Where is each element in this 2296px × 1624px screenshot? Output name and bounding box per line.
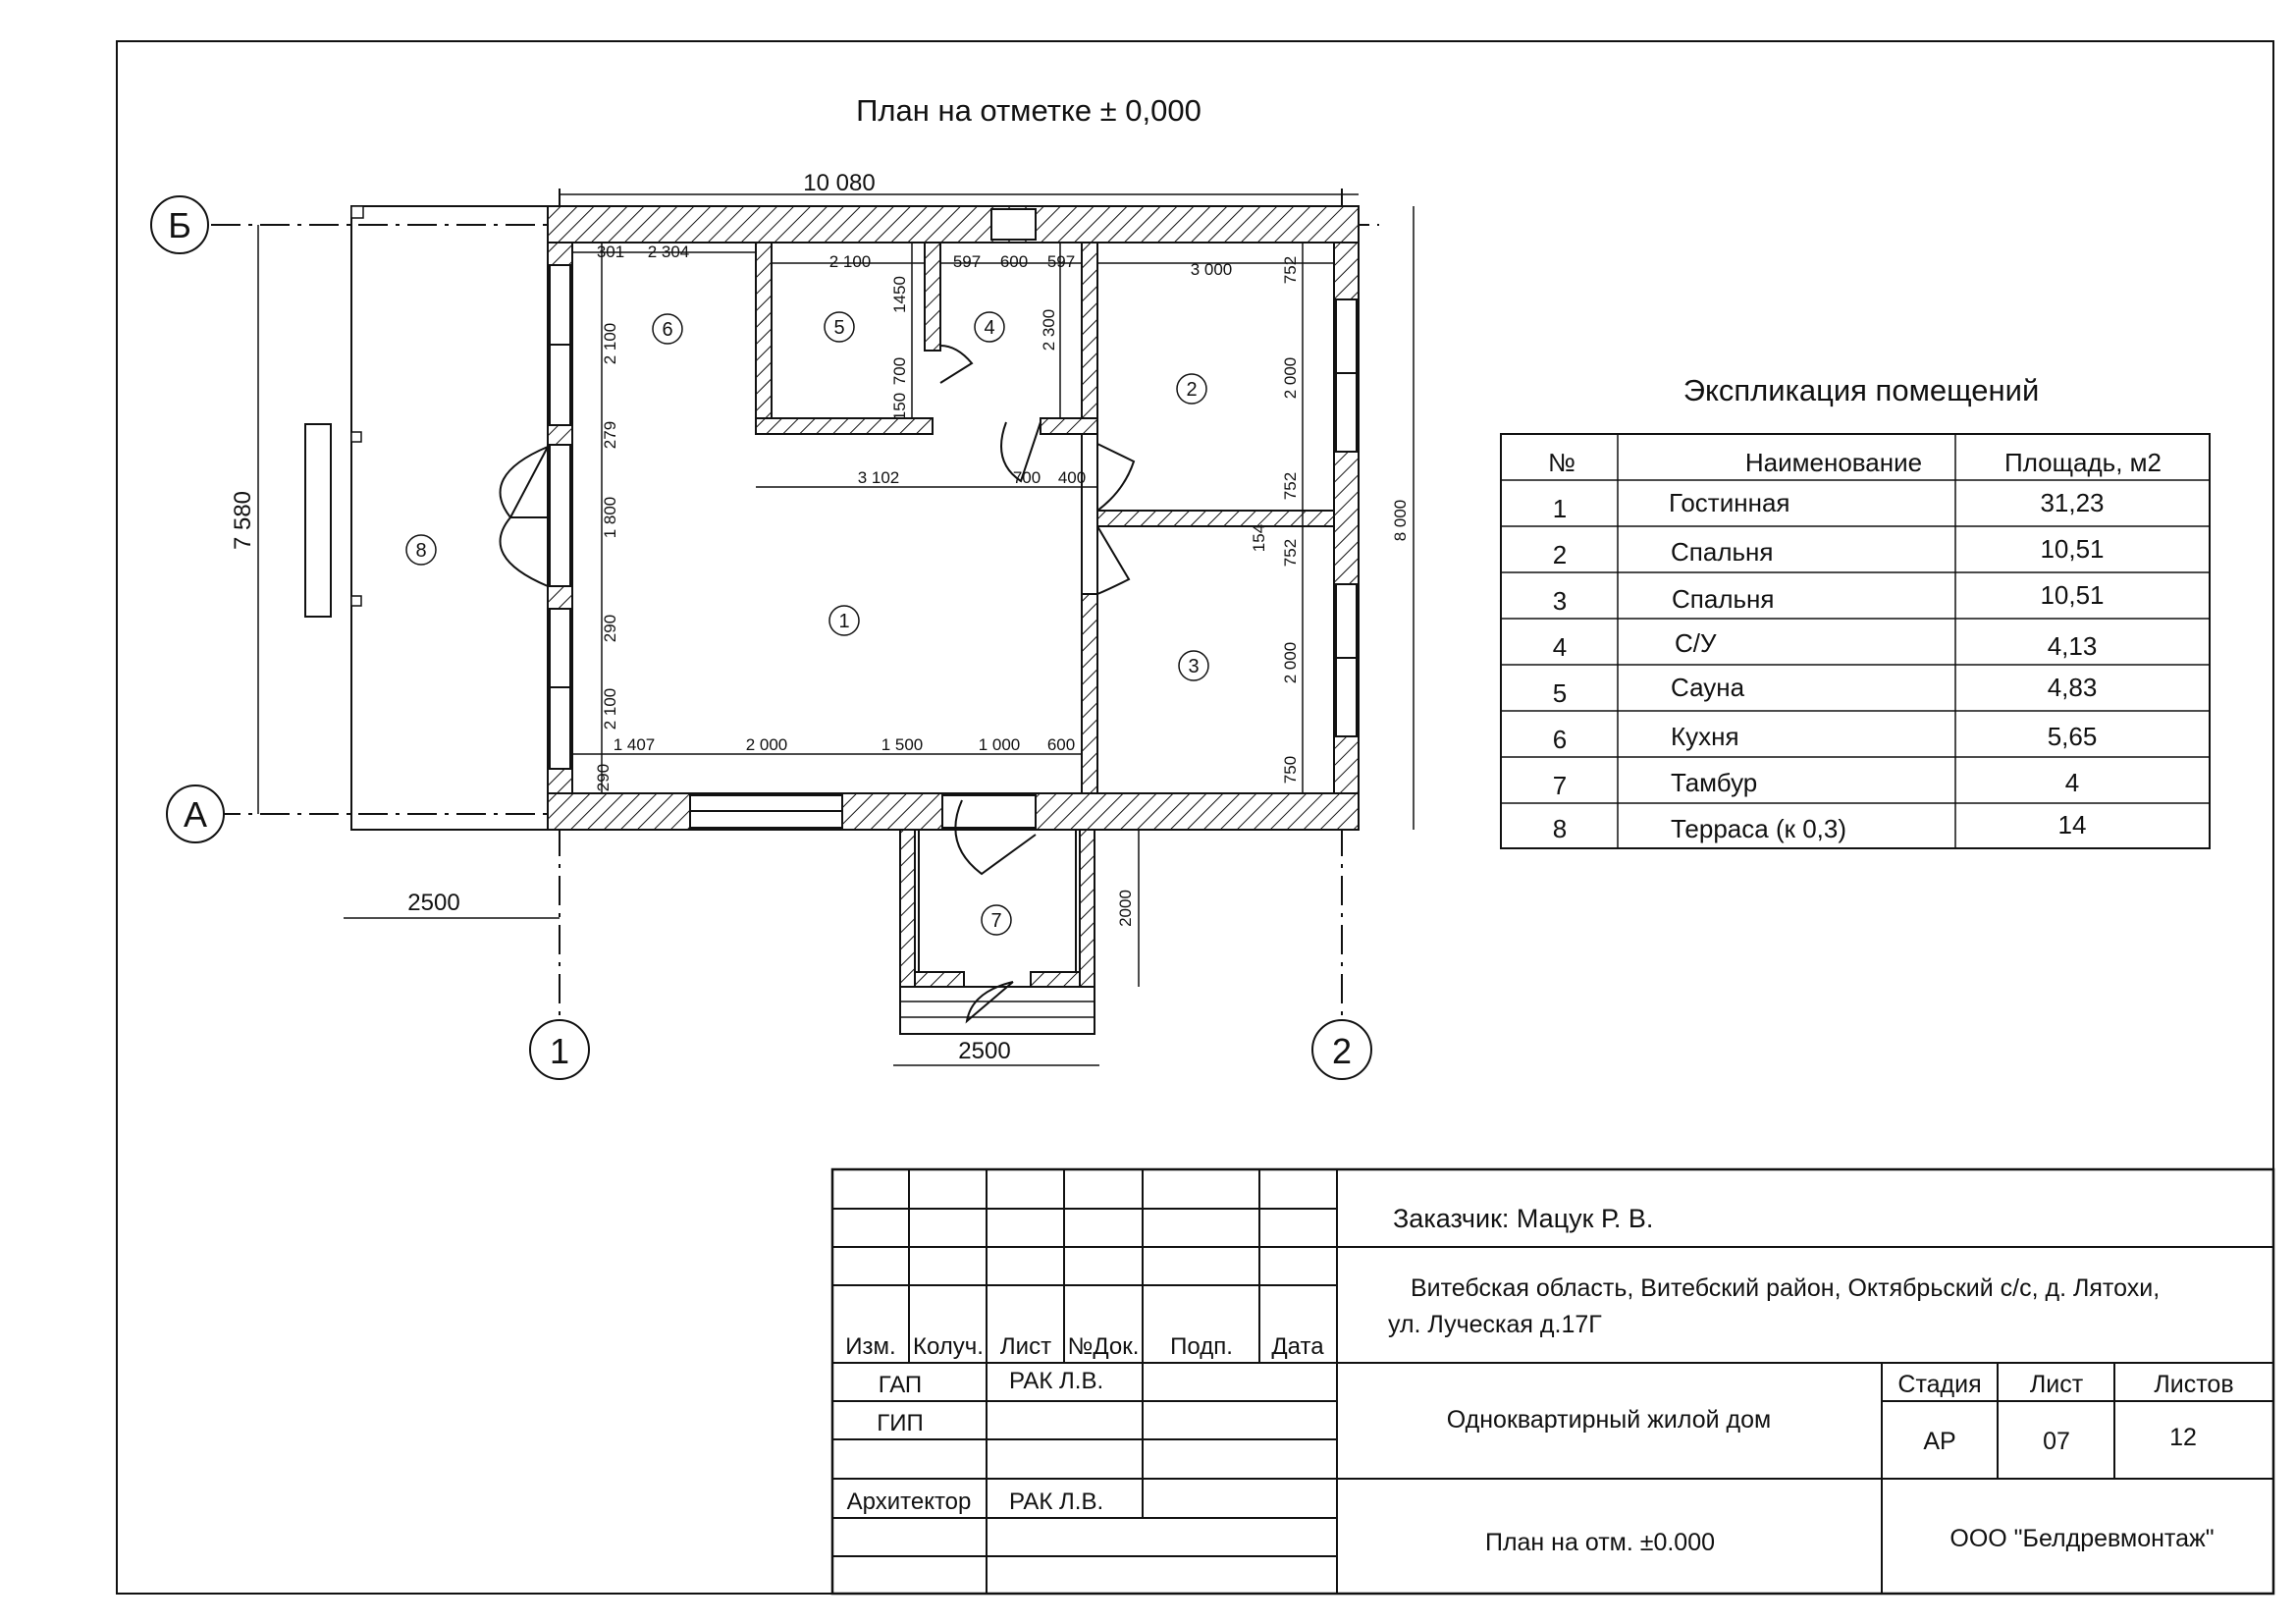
room-number-2: 2 xyxy=(1186,379,1198,401)
dim-text: 597 xyxy=(1046,252,1076,271)
stamp-col-list: Лист xyxy=(999,1333,1052,1360)
table-cell: 4 xyxy=(2064,768,2080,797)
dim-terrace-width: 2500 xyxy=(407,890,460,916)
table-cell: 4 xyxy=(1552,632,1568,662)
stamp-sheet: 07 xyxy=(2043,1428,2070,1455)
dim-text: 2 000 xyxy=(1281,641,1300,684)
dim-text: 1 000 xyxy=(978,735,1021,754)
stamp-col-doc: №Док. xyxy=(1067,1333,1140,1360)
explication-header-area: Площадь, м2 xyxy=(2004,448,2162,477)
dim-text: 752 xyxy=(1281,538,1300,568)
stamp-project: Одноквартирный жилой дом xyxy=(1446,1406,1772,1434)
table-cell: Тамбур xyxy=(1671,768,1758,797)
table-cell: 5,65 xyxy=(2047,722,2098,751)
dim-text: 150 xyxy=(890,392,909,421)
table-cell: 31,23 xyxy=(2040,488,2105,517)
dim-text: 1 500 xyxy=(881,735,924,754)
stamp-sheet-label: Лист xyxy=(2029,1371,2084,1398)
dim-text: 700 xyxy=(1012,468,1041,487)
stamp-architect-name: РАК Л.В. xyxy=(1009,1489,1104,1515)
axis-label-2: 2 xyxy=(1331,1031,1353,1071)
stamp-col-date: Дата xyxy=(1271,1333,1324,1360)
table-cell: 2 xyxy=(1552,540,1568,569)
table-cell: 10,51 xyxy=(2040,580,2105,610)
stamp-col-koluch: Колуч. xyxy=(913,1333,984,1360)
room-number-1: 1 xyxy=(838,611,850,632)
dim-text: 700 xyxy=(890,356,909,386)
room-number-7: 7 xyxy=(990,910,1002,932)
table-cell: 4,13 xyxy=(2047,631,2098,661)
table-cell: 14 xyxy=(2057,810,2087,839)
explication-header-number: № xyxy=(1548,448,1575,477)
table-cell: 4,83 xyxy=(2047,673,2098,702)
stamp-col-izm: Изм. xyxy=(845,1333,896,1360)
room-number-5: 5 xyxy=(833,317,845,339)
table-cell: Терраса (к 0,3) xyxy=(1671,814,1847,843)
dim-text: 2 100 xyxy=(601,322,619,365)
terrace-bench xyxy=(305,424,331,617)
table-cell: 10,51 xyxy=(2040,534,2105,564)
room-number-3: 3 xyxy=(1188,656,1200,677)
axis-label-1: 1 xyxy=(549,1031,570,1071)
table-cell: 1 xyxy=(1552,494,1568,523)
dim-text: 597 xyxy=(952,252,982,271)
dim-porch-depth: 2000 xyxy=(1116,890,1135,927)
dim-text: 600 xyxy=(999,252,1029,271)
table-cell: Кухня xyxy=(1671,722,1739,751)
table-cell: Спальня xyxy=(1671,537,1774,567)
dim-text: 750 xyxy=(1281,755,1300,785)
dim-text: 3 000 xyxy=(1190,260,1233,279)
stamp-stage-label: Стадия xyxy=(1897,1371,1982,1398)
explication-header-name: Наименование xyxy=(1744,448,1923,477)
dim-text: 752 xyxy=(1281,255,1300,285)
table-cell: Сауна xyxy=(1671,673,1745,702)
table-cell: Спальня xyxy=(1672,584,1775,614)
stamp-company: ООО "Белдревмонтаж" xyxy=(1949,1525,2215,1552)
stamp-stage: АР xyxy=(1923,1428,1956,1455)
dim-text: 290 xyxy=(601,614,619,643)
dim-text: 2 300 xyxy=(1040,308,1058,352)
dim-text: 301 xyxy=(596,243,625,261)
dim-text: 1450 xyxy=(890,276,909,313)
explication-table xyxy=(1501,373,2210,848)
stamp-customer: Заказчик: Мацук Р. В. xyxy=(1393,1204,1654,1233)
overall-dimension-texts xyxy=(230,170,1410,1064)
doors xyxy=(501,346,1134,1021)
dim-text: 1 407 xyxy=(613,735,656,754)
plan-title: План на отметке ± 0,000 xyxy=(856,93,1201,128)
dim-text: 752 xyxy=(1281,471,1300,501)
table-cell: 6 xyxy=(1552,725,1568,754)
explication-title: Экспликация помещений xyxy=(1682,373,2040,407)
stamp-architect-label: Архитектор xyxy=(846,1489,972,1515)
dim-text: 2 100 xyxy=(601,687,619,731)
stamp-gap-name: РАК Л.В. xyxy=(1009,1368,1104,1394)
room-number-6: 6 xyxy=(662,319,673,341)
stamp-drawing: План на отм. ±0.000 xyxy=(1484,1529,1716,1556)
dim-text: 154 xyxy=(1250,523,1268,553)
dim-text: 279 xyxy=(601,420,619,450)
table-cell: 3 xyxy=(1552,586,1568,616)
stamp-gap-label: ГАП xyxy=(878,1372,923,1398)
dim-overall-depth-right: 8 000 xyxy=(1391,499,1410,542)
axis-label-a: А xyxy=(183,794,208,835)
table-cell: 8 xyxy=(1552,814,1568,843)
dim-text: 2 100 xyxy=(828,252,872,271)
stamp-address-line2: ул. Луческая д.17Г xyxy=(1388,1311,1602,1338)
stamp-sheets: 12 xyxy=(2169,1424,2197,1451)
dim-text: 400 xyxy=(1057,468,1087,487)
dim-text: 290 xyxy=(594,763,613,792)
dim-text: 2 000 xyxy=(745,735,788,754)
axis-lines xyxy=(211,189,1379,1021)
stamp-address-line1: Витебская область, Витебский район, Октябрьский с/с, д. Лятохи, xyxy=(1411,1274,2161,1302)
room-number-8: 8 xyxy=(415,540,427,562)
table-cell: С/У xyxy=(1675,628,1717,658)
stamp-col-podp: Подп. xyxy=(1170,1333,1233,1360)
floor-plan xyxy=(211,189,1414,1065)
dim-text: 3 102 xyxy=(857,468,900,487)
dim-overall-width: 10 080 xyxy=(803,170,876,196)
table-cell: Гостинная xyxy=(1669,488,1790,517)
axis-label-b: Б xyxy=(168,205,191,245)
table-cell: 7 xyxy=(1552,771,1568,800)
dim-text: 2 304 xyxy=(647,243,690,261)
dim-text: 600 xyxy=(1046,735,1076,754)
stamp-sheets-label: Листов xyxy=(2154,1371,2234,1398)
dim-text: 1 800 xyxy=(601,496,619,539)
stamp-gip-label: ГИП xyxy=(877,1410,924,1436)
title-block xyxy=(832,1169,2273,1594)
room-number-4: 4 xyxy=(984,317,995,339)
dim-porch-width: 2500 xyxy=(958,1038,1011,1064)
dim-overall-depth-left: 7 580 xyxy=(230,490,256,551)
table-cell: 5 xyxy=(1552,678,1568,708)
dim-text: 2 000 xyxy=(1281,356,1300,400)
